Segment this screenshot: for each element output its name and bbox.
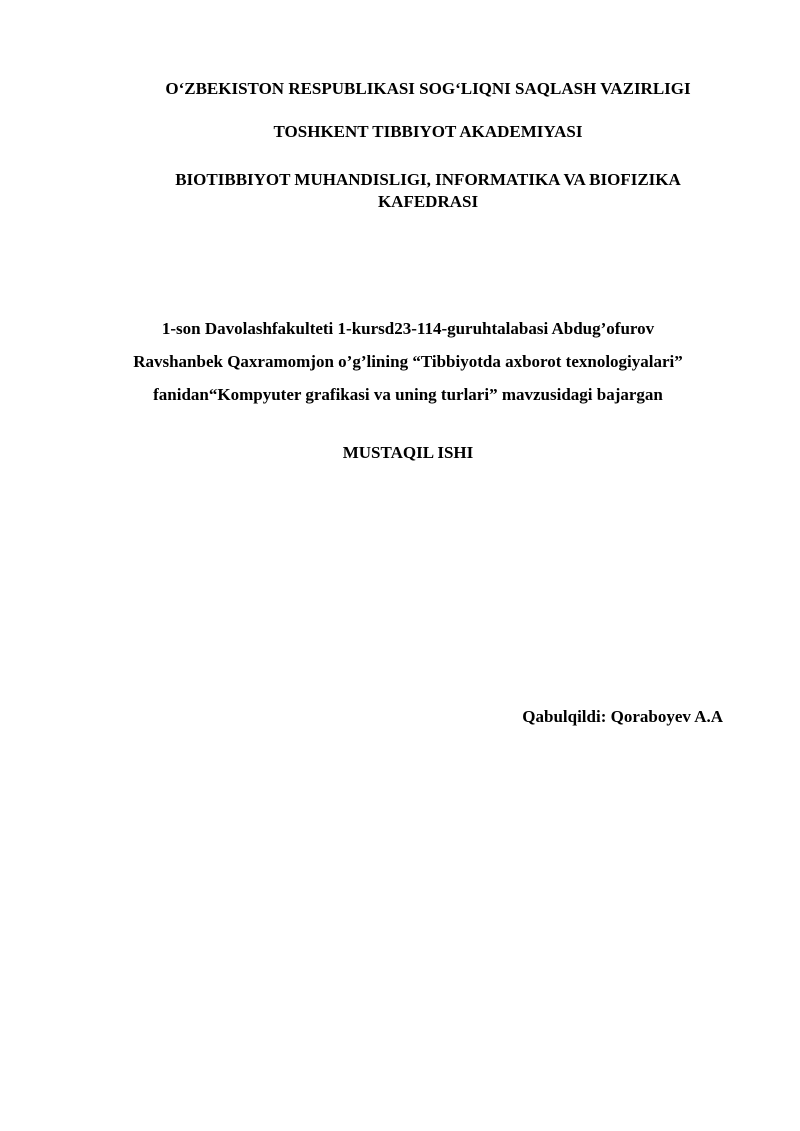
department-heading-line-1: BIOTIBBIYOT MUHANDISLIGI, INFORMATIKA VA BIOFIZIKA: [175, 170, 681, 189]
description-line-1: 1-son Davolashfakulteti 1-kursd23-114-guruhtalabasi Abdug’ofurov: [161, 319, 655, 338]
description-line-2: Ravshanbek Qaxramomjon o’g’lining “Tibbiyotda axborot texnologiyalari”: [133, 352, 683, 371]
description-line-3: fanidan“Kompyuter grafikasi va uning turlari” mavzusidagi bajargan: [153, 385, 663, 404]
department-heading-line-2: KAFEDRASI: [377, 192, 479, 211]
work-title: MUSTAQIL ISHI: [342, 443, 474, 462]
ministry-heading: O‘ZBEKISTON RESPUBLIKASI SOG‘LIQNI SAQLASH VAZIRLIGI: [165, 79, 691, 98]
accepted-by: Qabulqildi: Qoraboyev A.A: [522, 707, 723, 726]
academy-heading: TOSHKENT TIBBIYOT AKADEMIYASI: [273, 122, 583, 141]
